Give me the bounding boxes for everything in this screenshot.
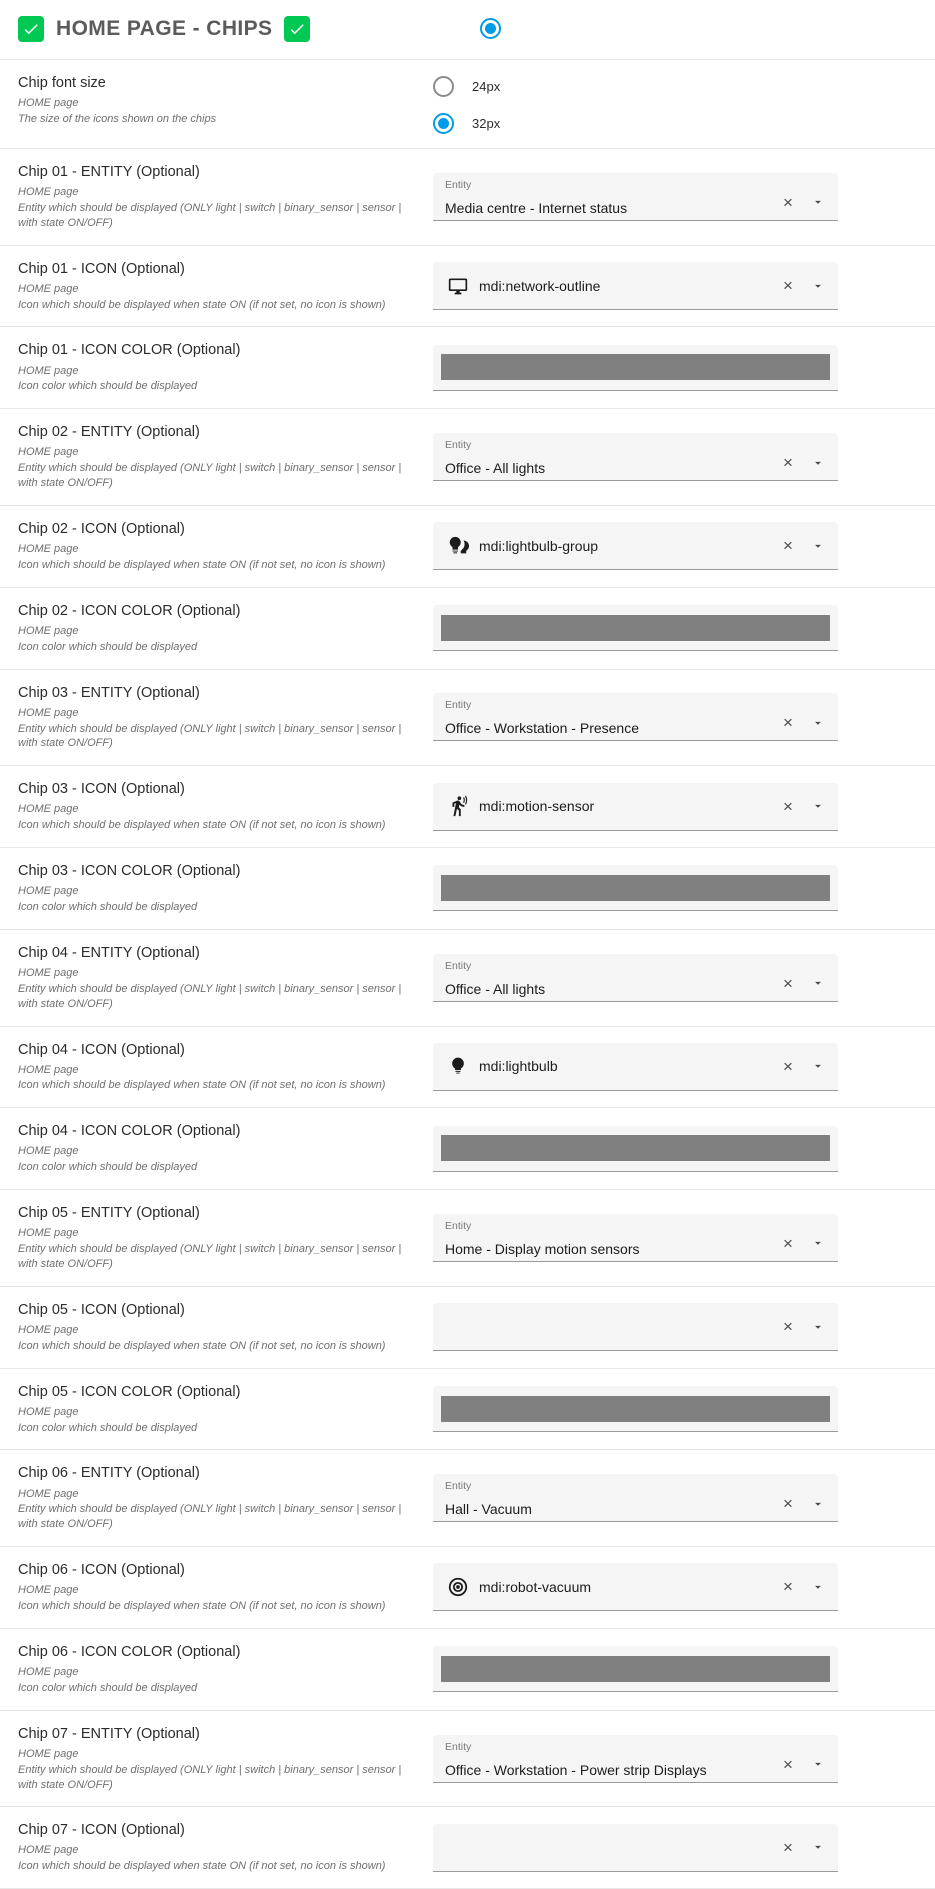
field-value: mdi:lightbulb-group bbox=[479, 537, 599, 554]
row-color-17 bbox=[0, 1629, 935, 1711]
entity-combobox[interactable] bbox=[433, 693, 838, 741]
icon-combobox[interactable] bbox=[433, 1563, 838, 1611]
entity-combobox[interactable] bbox=[433, 433, 838, 481]
icon-combobox[interactable] bbox=[433, 522, 838, 570]
field-value: Hall - Vacuum bbox=[445, 1501, 532, 1518]
chevron-down-icon[interactable] bbox=[804, 188, 832, 216]
row-description: Icon which should be displayed when state ON (if not set, no icon is shown) bbox=[18, 298, 386, 311]
chevron-down-icon[interactable] bbox=[804, 1573, 832, 1601]
chevron-down-icon[interactable] bbox=[804, 1750, 832, 1778]
icon-combobox[interactable] bbox=[433, 1824, 838, 1872]
font-size-option-32[interactable] bbox=[433, 113, 917, 134]
robot-vacuum-icon bbox=[445, 1576, 471, 1598]
row-subtitle: HOME page bbox=[18, 1487, 79, 1500]
row-entity-15 bbox=[0, 1450, 935, 1547]
row-label-block bbox=[18, 423, 433, 491]
row-subtitle: HOME page bbox=[18, 446, 79, 459]
row-subtitle: HOME page bbox=[18, 624, 79, 637]
row-icon-13 bbox=[0, 1287, 935, 1369]
field-value: mdi:motion-sensor bbox=[479, 798, 595, 815]
field-value: Office - Workstation - Presence bbox=[445, 720, 639, 737]
entity-combobox[interactable] bbox=[433, 954, 838, 1002]
row-title: Chip 02 - ICON COLOR (Optional) bbox=[18, 602, 241, 619]
field-value: Media centre - Internet status bbox=[445, 199, 628, 216]
row-control-block bbox=[433, 173, 917, 221]
settings-rows bbox=[0, 149, 935, 1889]
row-label-block bbox=[18, 1122, 433, 1175]
close-icon[interactable]: × bbox=[783, 1233, 793, 1253]
row-icon-16 bbox=[0, 1547, 935, 1629]
field-actions bbox=[774, 1750, 832, 1778]
row-description: Icon which should be displayed when state ON (if not set, no icon is shown) bbox=[18, 1339, 386, 1352]
icon-color-picker[interactable] bbox=[433, 1646, 838, 1692]
chevron-down-icon[interactable] bbox=[804, 532, 832, 560]
header-radio[interactable] bbox=[480, 18, 501, 39]
field-value: Office - Workstation - Power strip Displays bbox=[445, 1761, 707, 1778]
row-chip-font-size bbox=[0, 60, 935, 149]
row-icon-7 bbox=[0, 766, 935, 848]
row-description: The size of the icons shown on the chips bbox=[18, 112, 217, 125]
row-title: Chip 03 - ICON COLOR (Optional) bbox=[18, 863, 241, 880]
close-icon[interactable]: × bbox=[783, 713, 793, 733]
row-entity-18 bbox=[0, 1711, 935, 1808]
row-control-block bbox=[433, 74, 917, 134]
row-title: Chip 01 - ICON (Optional) bbox=[18, 260, 185, 277]
row-description: Icon which should be displayed when state ON (if not set, no icon is shown) bbox=[18, 1600, 386, 1613]
row-label-block bbox=[18, 260, 433, 313]
row-control-block bbox=[433, 262, 917, 310]
close-icon[interactable]: × bbox=[783, 973, 793, 993]
row-icon-4 bbox=[0, 506, 935, 588]
entity-combobox[interactable] bbox=[433, 1214, 838, 1262]
row-title: Chip 01 - ICON COLOR (Optional) bbox=[18, 342, 241, 359]
field-actions bbox=[774, 969, 832, 997]
field-actions bbox=[774, 1833, 832, 1861]
row-label-block bbox=[18, 341, 433, 394]
chevron-down-icon[interactable] bbox=[804, 1833, 832, 1861]
row-subtitle: HOME page bbox=[18, 1747, 79, 1760]
row-label-block bbox=[18, 163, 433, 231]
row-subtitle: HOME page bbox=[18, 803, 79, 816]
page-title: HOME PAGE - CHIPS bbox=[56, 16, 273, 40]
row-description: Entity which should be displayed (ONLY light | switch | binary_sensor | sensor | with state ON/OFF) bbox=[18, 1503, 402, 1531]
chevron-down-icon[interactable] bbox=[804, 792, 832, 820]
row-subtitle: HOME page bbox=[18, 966, 79, 979]
close-icon[interactable]: × bbox=[783, 536, 793, 556]
row-label-block bbox=[18, 944, 433, 1012]
row-description: Icon color which should be displayed bbox=[18, 901, 198, 913]
enable-checkbox-right[interactable] bbox=[284, 16, 310, 42]
chevron-down-icon[interactable] bbox=[804, 969, 832, 997]
icon-color-picker[interactable] bbox=[433, 605, 838, 651]
row-description: Entity which should be displayed (ONLY light | switch | binary_sensor | sensor | with state ON/OFF) bbox=[18, 201, 402, 229]
field-float-label: Entity bbox=[445, 1219, 472, 1232]
row-entity-6 bbox=[0, 670, 935, 767]
enable-checkbox-left[interactable] bbox=[18, 16, 44, 42]
row-subtitle: HOME page bbox=[18, 1666, 79, 1678]
row-color-2 bbox=[0, 327, 935, 409]
row-control-block bbox=[433, 1824, 917, 1872]
page-header bbox=[0, 0, 935, 60]
row-label-block bbox=[18, 780, 433, 833]
row-control-block bbox=[433, 865, 917, 911]
close-icon[interactable]: × bbox=[783, 1577, 793, 1597]
field-actions bbox=[774, 1490, 832, 1518]
row-subtitle: HOME page bbox=[18, 1323, 79, 1336]
field-float-label: Entity bbox=[445, 1740, 472, 1753]
row-description: Icon color which should be displayed bbox=[18, 1161, 198, 1174]
row-control-block bbox=[433, 1646, 917, 1692]
icon-combobox[interactable] bbox=[433, 1043, 838, 1091]
lightbulb-icon bbox=[445, 1056, 471, 1076]
row-label-block bbox=[18, 1383, 433, 1436]
row-description: Icon which should be displayed when state ON (if not set, no icon is shown) bbox=[18, 1079, 386, 1092]
row-label-block bbox=[18, 684, 433, 752]
field-actions bbox=[774, 1573, 832, 1601]
row-title: Chip 04 - ICON COLOR (Optional) bbox=[18, 1123, 241, 1140]
row-entity-9 bbox=[0, 930, 935, 1027]
row-subtitle: HOME page bbox=[18, 1844, 79, 1857]
chevron-down-icon[interactable] bbox=[804, 449, 832, 477]
field-actions bbox=[774, 709, 832, 737]
field-value: Office - All lights bbox=[445, 460, 546, 477]
field-actions bbox=[774, 1313, 832, 1341]
field-actions bbox=[774, 188, 832, 216]
row-title: Chip 05 - ICON COLOR (Optional) bbox=[18, 1383, 241, 1400]
row-subtitle: HOME page bbox=[18, 706, 79, 719]
row-title: Chip 03 - ICON (Optional) bbox=[18, 781, 185, 798]
row-control-block bbox=[433, 1474, 917, 1522]
row-description: Icon color which should be displayed bbox=[18, 380, 198, 393]
chevron-down-icon[interactable] bbox=[804, 709, 832, 737]
row-title: Chip 05 - ENTITY (Optional) bbox=[18, 1205, 200, 1222]
row-subtitle: HOME page bbox=[18, 1145, 79, 1158]
close-icon[interactable]: × bbox=[783, 796, 793, 816]
row-subtitle: HOME page bbox=[18, 186, 79, 199]
icon-color-picker[interactable] bbox=[433, 1386, 838, 1432]
row-label-block bbox=[18, 74, 433, 127]
radio-24px[interactable] bbox=[433, 76, 454, 97]
icon-color-picker[interactable] bbox=[433, 345, 838, 391]
font-size-option-24[interactable] bbox=[433, 76, 917, 97]
color-swatch[interactable] bbox=[441, 1135, 830, 1161]
row-entity-0 bbox=[0, 149, 935, 246]
field-value: mdi:robot-vacuum bbox=[479, 1578, 592, 1595]
row-title: Chip 07 - ENTITY (Optional) bbox=[18, 1725, 200, 1742]
field-actions bbox=[774, 1052, 832, 1080]
radio-24px-label: 24px bbox=[472, 79, 501, 94]
row-subtitle: HOME page bbox=[18, 282, 79, 295]
icon-combobox[interactable] bbox=[433, 783, 838, 831]
row-description: Entity which should be displayed (ONLY light | switch | binary_sensor | sensor | with state ON/OFF) bbox=[18, 982, 402, 1010]
row-subtitle: HOME page bbox=[18, 364, 79, 377]
close-icon[interactable]: × bbox=[783, 1837, 793, 1857]
chevron-down-icon[interactable] bbox=[804, 272, 832, 300]
row-label-block bbox=[18, 1725, 433, 1793]
field-actions bbox=[774, 272, 832, 300]
row-title: Chip 02 - ICON (Optional) bbox=[18, 520, 185, 537]
row-control-block bbox=[433, 1563, 917, 1611]
row-subtitle: HOME page bbox=[18, 1063, 79, 1076]
row-entity-12 bbox=[0, 1190, 935, 1287]
row-control-block bbox=[433, 1735, 917, 1783]
field-value: Office - All lights bbox=[445, 980, 546, 997]
field-value: mdi:network-outline bbox=[479, 277, 601, 294]
row-icon-1 bbox=[0, 246, 935, 328]
field-actions bbox=[774, 792, 832, 820]
close-icon[interactable]: × bbox=[783, 192, 793, 212]
radio-32px-label: 32px bbox=[472, 116, 501, 131]
row-control-block bbox=[433, 1303, 917, 1351]
field-float-label: Entity bbox=[445, 1480, 472, 1493]
close-icon[interactable]: × bbox=[783, 1056, 793, 1076]
row-control-block bbox=[433, 783, 917, 831]
field-float-label: Entity bbox=[445, 959, 472, 972]
row-description: Entity which should be displayed (ONLY light | switch | binary_sensor | sensor | with state ON/OFF) bbox=[18, 722, 402, 750]
row-title: Chip 06 - ICON COLOR (Optional) bbox=[18, 1643, 241, 1660]
row-label-block bbox=[18, 862, 433, 915]
color-swatch[interactable] bbox=[441, 1396, 830, 1422]
close-icon[interactable]: × bbox=[783, 1317, 793, 1337]
chevron-down-icon[interactable] bbox=[804, 1052, 832, 1080]
row-control-block bbox=[433, 1214, 917, 1262]
row-control-block bbox=[433, 1043, 917, 1091]
row-description: Icon which should be displayed when state ON (if not set, no icon is shown) bbox=[18, 1860, 386, 1873]
row-title: Chip 02 - ENTITY (Optional) bbox=[18, 424, 200, 441]
row-color-8 bbox=[0, 848, 935, 930]
field-actions bbox=[774, 532, 832, 560]
color-swatch[interactable] bbox=[441, 1656, 830, 1682]
icon-color-picker[interactable] bbox=[433, 1126, 838, 1172]
field-actions bbox=[774, 449, 832, 477]
row-title: Chip 05 - ICON (Optional) bbox=[18, 1301, 185, 1318]
row-subtitle: HOME page bbox=[18, 1405, 79, 1418]
row-icon-19 bbox=[0, 1807, 935, 1889]
row-description: Icon color which should be displayed bbox=[18, 1681, 198, 1694]
close-icon[interactable]: × bbox=[783, 1494, 793, 1514]
color-swatch[interactable] bbox=[441, 354, 830, 380]
close-icon[interactable]: × bbox=[783, 1754, 793, 1774]
row-control-block bbox=[433, 1126, 917, 1172]
radio-32px[interactable] bbox=[433, 113, 454, 134]
row-icon-10 bbox=[0, 1027, 935, 1109]
field-value: mdi:lightbulb bbox=[479, 1058, 558, 1075]
row-description: Icon which should be displayed when state ON (if not set, no icon is shown) bbox=[18, 558, 386, 571]
row-control-block bbox=[433, 693, 917, 741]
chevron-down-icon[interactable] bbox=[804, 1229, 832, 1257]
row-title: Chip 04 - ENTITY (Optional) bbox=[18, 944, 200, 961]
field-actions bbox=[774, 1229, 832, 1257]
color-swatch[interactable] bbox=[441, 615, 830, 641]
field-float-label: Entity bbox=[445, 439, 472, 452]
row-title: Chip font size bbox=[18, 75, 106, 91]
field-float-label: Entity bbox=[445, 178, 472, 191]
row-description: Icon color which should be displayed bbox=[18, 1421, 198, 1434]
entity-combobox[interactable] bbox=[433, 173, 838, 221]
row-description: Icon color which should be displayed bbox=[18, 640, 198, 653]
chevron-down-icon[interactable] bbox=[804, 1313, 832, 1341]
row-subtitle: HOME page bbox=[18, 97, 79, 110]
monitor-icon bbox=[445, 276, 471, 296]
row-control-block bbox=[433, 345, 917, 391]
row-description: Entity which should be displayed (ONLY light | switch | binary_sensor | sensor | with state ON/OFF) bbox=[18, 1763, 402, 1791]
row-control-block bbox=[433, 605, 917, 651]
close-icon[interactable]: × bbox=[783, 453, 793, 473]
row-title: Chip 04 - ICON (Optional) bbox=[18, 1041, 185, 1058]
row-label-block bbox=[18, 1204, 433, 1272]
row-color-14 bbox=[0, 1369, 935, 1451]
close-icon[interactable]: × bbox=[783, 276, 793, 296]
entity-combobox[interactable] bbox=[433, 1474, 838, 1522]
row-label-block bbox=[18, 1464, 433, 1532]
row-description: Entity which should be displayed (ONLY light | switch | binary_sensor | sensor | with state ON/OFF) bbox=[18, 1243, 402, 1270]
font-size-radio-group bbox=[433, 74, 917, 134]
row-subtitle: HOME page bbox=[18, 543, 79, 556]
field-value: Home - Display motion sensors bbox=[445, 1240, 640, 1257]
row-control-block bbox=[433, 1386, 917, 1432]
row-label-block bbox=[18, 602, 433, 655]
color-swatch[interactable] bbox=[441, 875, 830, 901]
row-description: Icon which should be displayed when state ON (if not set, no icon is shown) bbox=[18, 819, 386, 832]
row-color-11 bbox=[0, 1108, 935, 1190]
entity-combobox[interactable] bbox=[433, 1735, 838, 1783]
row-title: Chip 06 - ENTITY (Optional) bbox=[18, 1465, 200, 1482]
field-float-label: Entity bbox=[445, 699, 472, 712]
lightbulb-group-icon bbox=[445, 535, 471, 557]
row-label-block bbox=[18, 1561, 433, 1614]
row-label-block bbox=[18, 1821, 433, 1874]
row-label-block bbox=[18, 1301, 433, 1354]
icon-combobox[interactable] bbox=[433, 262, 838, 310]
row-description: Entity which should be displayed (ONLY light | switch | binary_sensor | sensor | with state ON/OFF) bbox=[18, 462, 402, 490]
row-label-block bbox=[18, 1643, 433, 1696]
row-control-block bbox=[433, 522, 917, 570]
row-label-block bbox=[18, 1041, 433, 1094]
header-radio-group bbox=[480, 18, 501, 39]
icon-combobox[interactable] bbox=[433, 1303, 838, 1351]
motion-sensor-icon bbox=[445, 795, 471, 817]
row-subtitle: HOME page bbox=[18, 1584, 79, 1597]
row-title: Chip 06 - ICON (Optional) bbox=[18, 1562, 185, 1579]
row-control-block bbox=[433, 433, 917, 481]
row-control-block bbox=[433, 954, 917, 1002]
chevron-down-icon[interactable] bbox=[804, 1490, 832, 1518]
row-title: Chip 01 - ENTITY (Optional) bbox=[18, 164, 200, 180]
icon-color-picker[interactable] bbox=[433, 865, 838, 911]
row-title: Chip 07 - ICON (Optional) bbox=[18, 1822, 185, 1839]
row-title: Chip 03 - ENTITY (Optional) bbox=[18, 684, 200, 701]
row-label-block bbox=[18, 520, 433, 573]
row-subtitle: HOME page bbox=[18, 1227, 79, 1240]
row-subtitle: HOME page bbox=[18, 885, 79, 898]
row-entity-3 bbox=[0, 409, 935, 506]
row-color-5 bbox=[0, 588, 935, 670]
